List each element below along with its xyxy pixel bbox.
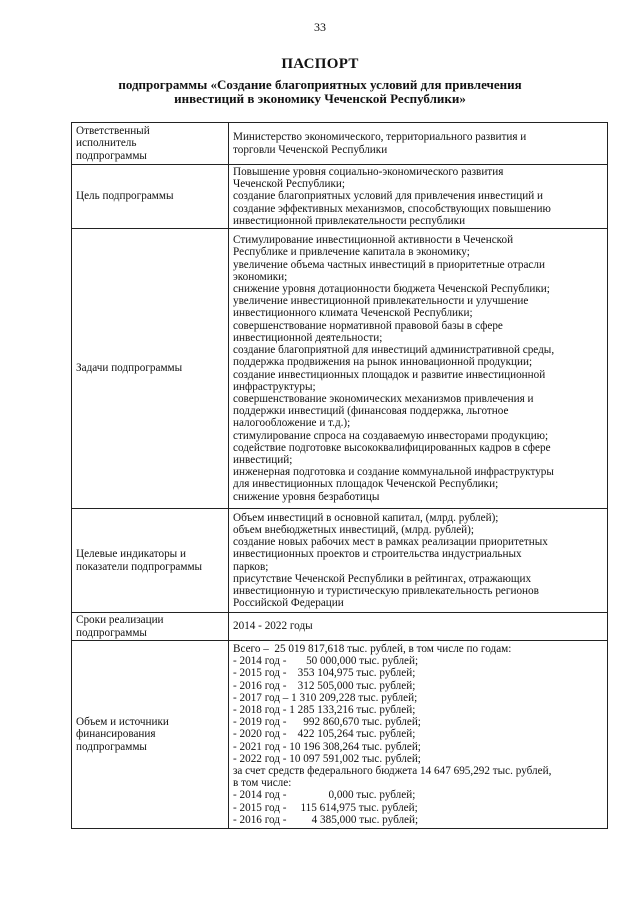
content-line: инвестиционных проектов и строительства индустриальных: [233, 548, 522, 561]
row-content: [229, 509, 608, 613]
content-line: для инвестиционных площадок Чеченской Республики;: [233, 478, 499, 491]
row-label: [72, 509, 229, 613]
content-line: - 2016 год - 4 385,000 тыс. рублей;: [233, 813, 419, 826]
label-line: финансирования: [76, 728, 156, 741]
subtitle-line: инвестиций в экономику Чеченской Республики»: [174, 92, 466, 106]
page-number: 33: [314, 20, 326, 34]
label-line: Задачи подпрограммы: [76, 362, 183, 375]
content-line: совершенствование нормативной правовой базы в сфере: [233, 319, 503, 332]
content-line: Российской Федерации: [233, 597, 344, 610]
content-line: инвестиционную и туристическую привлекательность регионов: [233, 584, 539, 597]
content-line: Республике и привлечение капитала в экономику;: [233, 246, 470, 259]
content-line: - 2015 год - 353 104,975 тыс. рублей;: [233, 667, 416, 680]
content-line: присутствие Чеченской Республики в рейтингах, отражающих: [233, 572, 532, 585]
table-row: [72, 123, 608, 165]
table-row: [72, 229, 608, 509]
content-line: создание благоприятных условий для привлечения инвестиций и: [233, 190, 544, 203]
label-line: подпрограммы: [76, 149, 147, 162]
content-line: - 2016 год - 312 505,000 тыс. рублей;: [233, 679, 416, 692]
content-line: - 2017 год – 1 310 209,228 тыс. рублей;: [233, 691, 418, 704]
content-line: Стимулирование инвестиционной активности в Чеченской: [233, 234, 514, 247]
content-line: инженерная подготовка и создание коммунальной инфраструктуры: [233, 466, 554, 479]
content-line: парков;: [233, 560, 269, 573]
label-line: подпрограммы: [76, 626, 147, 639]
table-row: [72, 613, 608, 641]
content-line: - 2022 год - 10 097 591,002 тыс. рублей;: [233, 752, 421, 765]
content-line: Объем инвестиций в основной капитал, (млрд. рублей);: [233, 511, 499, 524]
content-line: - 2018 год - 1 285 133,216 тыс. рублей;: [233, 703, 416, 716]
content-line: в том числе:: [233, 777, 292, 790]
label-line: исполнитель: [76, 137, 137, 150]
content-line: 2014 - 2022 годы: [233, 620, 313, 633]
content-line: - 2020 год - 422 105,264 тыс. рублей;: [233, 728, 416, 741]
content-line: создание благоприятной для инвестиций административной среды,: [233, 344, 555, 357]
row-content: [229, 165, 608, 229]
row-label: [72, 613, 229, 641]
content-line: - 2015 год - 115 614,975 тыс. рублей;: [233, 801, 418, 814]
table-row: [72, 509, 608, 613]
label-line: Ответственный: [76, 125, 150, 138]
content-line: создание новых рабочих мест в рамках реализации приоритетных: [233, 536, 548, 549]
content-line: Министерство экономического, территориального развития и: [233, 131, 527, 144]
content-line: - 2014 год - 50 000,000 тыс. рублей;: [233, 655, 419, 668]
label-line: показатели подпрограммы: [76, 560, 203, 573]
content-line: стимулирование спроса на создаваемую инвесторами продукцию;: [233, 429, 549, 442]
content-line: - 2019 год - 992 860,670 тыс. рублей;: [233, 716, 421, 729]
row-label: [72, 123, 229, 165]
content-line: - 2014 год - 0,000 тыс. рублей;: [233, 789, 416, 802]
content-line: создание эффективных механизмов, способствующих повышению: [233, 202, 551, 215]
content-line: инфраструктуры;: [233, 380, 316, 393]
content-line: налогообложение и т.д.);: [233, 417, 351, 430]
content-line: Чеченской Республики;: [233, 178, 345, 191]
content-line: инвестиционной деятельности;: [233, 331, 383, 344]
label-line: Целевые индикаторы и: [76, 548, 186, 561]
table-row: [72, 641, 608, 829]
row-content: [229, 641, 608, 829]
content-line: поддержка продвижения на рынок инновационной продукции;: [233, 356, 533, 369]
content-line: содействие подготовке высококвалифицированных кадров в сфере: [233, 441, 551, 454]
content-line: создание инвестиционных площадок и развитие инвестиционной: [233, 368, 546, 381]
content-line: снижение уровня дотационности бюджета Чеченской Республики;: [233, 283, 550, 296]
table-row: [72, 165, 608, 229]
row-content: [229, 613, 608, 641]
row-label: [72, 641, 229, 829]
label-line: Сроки реализации: [76, 614, 164, 627]
row-label: [72, 165, 229, 229]
content-line: экономики;: [233, 270, 288, 283]
content-line: Всего – 25 019 817,618 тыс. рублей, в том числе по годам:: [233, 642, 512, 655]
label-line: Цель подпрограммы: [76, 190, 174, 203]
document-title: ПАСПОРТ: [281, 56, 359, 72]
content-line: торговли Чеченской Республики: [233, 143, 388, 156]
row-content: [229, 229, 608, 509]
document-subtitle: [90, 78, 550, 106]
content-line: - 2021 год - 10 196 308,264 тыс. рублей;: [233, 740, 421, 753]
row-label: [72, 229, 229, 509]
content-line: инвестиционного климата Чеченской Республики;: [233, 307, 473, 320]
content-line: за счет средств федерального бюджета 14 647 695,292 тыс. рублей,: [233, 765, 552, 777]
content-line: снижение уровня безработицы: [233, 490, 380, 503]
content-line: увеличение объема частных инвестиций в приоритетные отрасли: [233, 258, 545, 271]
content-line: Повышение уровня социально-экономического развития: [233, 165, 504, 178]
content-line: увеличение инвестиционной привлекательности и улучшение: [233, 295, 529, 308]
content-line: совершенствование экономических механизмов привлечения и: [233, 392, 534, 405]
label-line: подпрограммы: [76, 740, 147, 753]
content-line: инвестиций;: [233, 453, 293, 466]
subtitle-line: подпрограммы «Создание благоприятных условий для привлечения: [118, 78, 522, 92]
content-line: объем внебюджетных инвестиций, (млрд. рублей);: [233, 523, 474, 536]
content-line: поддержки инвестиций (финансовая поддержка, льготное: [233, 405, 509, 418]
label-line: Объем и источники: [76, 716, 169, 729]
passport-table: [71, 122, 608, 829]
content-line: инвестиционной привлекательности республики: [233, 214, 466, 227]
row-content: [229, 123, 608, 165]
